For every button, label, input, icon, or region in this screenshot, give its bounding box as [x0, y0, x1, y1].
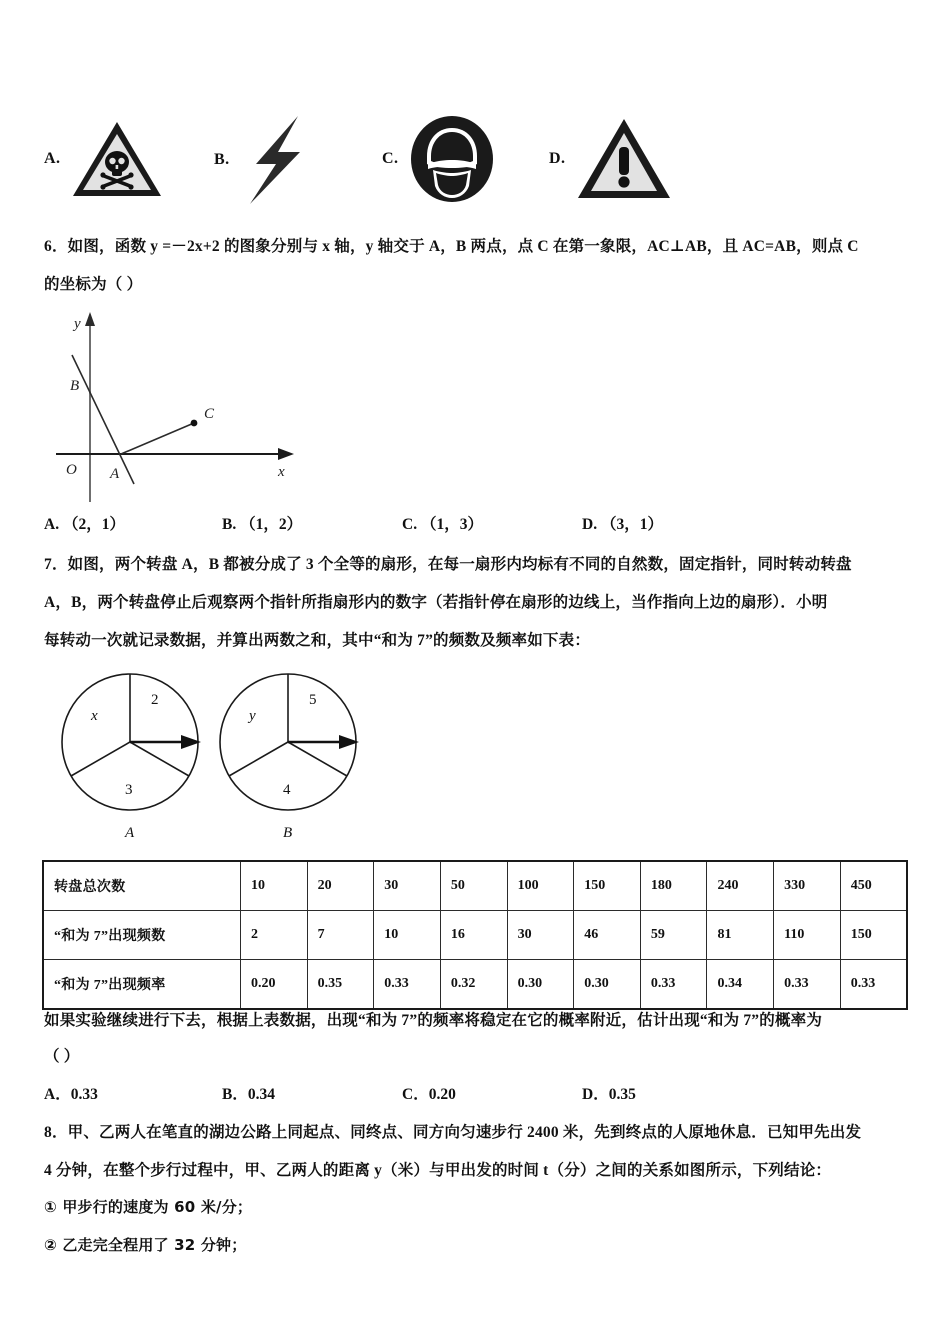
cell: 30 [507, 911, 574, 960]
table-row-frequency-rate [43, 960, 907, 1010]
option-a-letter: A. [44, 150, 61, 167]
cell: 240 [707, 861, 774, 911]
coordinate-plane-figure [46, 306, 316, 506]
q6-option-a[interactable] [44, 512, 222, 534]
origin-label: O [66, 462, 77, 478]
cell: 59 [640, 911, 707, 960]
question7-line2: A，B，两个转盘停止后观察两个指针所指扇形内的数字（若指针停在扇形的边线上，当作指向上边的扇形）．小明 [44, 594, 828, 611]
q6-option-d-letter: D. [582, 516, 598, 533]
q7-option-c-text: 0.20 [428, 1086, 456, 1103]
row-header-frequency-count: “和为 7”出现频数 [43, 911, 241, 960]
svg-text:2: 2 [151, 692, 159, 708]
frequency-data-table [42, 860, 908, 1010]
cell: 450 [840, 861, 907, 911]
q6-option-b-letter: B. [222, 516, 237, 533]
question5-icon-options-row [44, 96, 744, 206]
q7-option-b-letter: B． [222, 1086, 248, 1103]
row-header-total-spins: 转盘总次数 [43, 861, 241, 911]
spinner-b [220, 674, 359, 841]
svg-text:y: y [249, 708, 256, 724]
q6-option-c[interactable] [402, 512, 582, 534]
question6-options [44, 512, 663, 534]
table-row-frequency-count [43, 911, 907, 960]
lightning-bolt-electricity-icon [240, 114, 314, 206]
cell: 150 [574, 861, 641, 911]
svg-text:x: x [91, 708, 98, 724]
q7-option-c-letter: C． [402, 1086, 429, 1103]
cell: 16 [440, 911, 507, 960]
q6-option-d[interactable] [582, 512, 663, 534]
cell: 0.20 [241, 960, 308, 1010]
cell: 20 [307, 861, 374, 911]
q6-option-b-text: （1，2） [240, 516, 303, 533]
option-b-letter: B. [214, 151, 230, 168]
q7-option-a-letter: A． [44, 1086, 71, 1103]
cell: 50 [440, 861, 507, 911]
cell: 110 [774, 911, 841, 960]
question7-after-table-line1: 如果实验继续进行下去，根据上表数据，出现“和为 7”的频率将稳定在它的概率附近，估计出现“和为 7”的概率为 [44, 1012, 823, 1029]
q6-option-c-letter: C. [402, 516, 418, 533]
cell: 330 [774, 861, 841, 911]
cell: 0.35 [307, 960, 374, 1010]
q7-option-a[interactable] [44, 1082, 222, 1104]
q7-option-a-text: 0.33 [70, 1086, 98, 1103]
table-row-total-spins [43, 861, 907, 911]
question7-after-table-line2: （ ） [44, 1048, 80, 1065]
q7-option-b-text: 0.34 [247, 1086, 275, 1103]
cell: 10 [374, 911, 441, 960]
q6-option-a-letter: A. [44, 516, 60, 533]
cell: 81 [707, 911, 774, 960]
cell: 7 [307, 911, 374, 960]
toxic-skull-warning-triangle-icon [71, 118, 163, 200]
cell: 2 [241, 911, 308, 960]
cell: 0.33 [374, 960, 441, 1010]
cell: 0.32 [440, 960, 507, 1010]
cell: 0.33 [774, 960, 841, 1010]
cell: 0.30 [574, 960, 641, 1010]
question7-options [44, 1082, 636, 1104]
row-header-frequency-rate: “和为 7”出现频率 [43, 960, 241, 1010]
cell: 10 [241, 861, 308, 911]
svg-text:4: 4 [283, 782, 291, 798]
cell: 30 [374, 861, 441, 911]
question8-conclusion1: ① 甲步行的速度为 60 米/分； [44, 1198, 253, 1216]
cell: 180 [640, 861, 707, 911]
option-d-letter: D. [549, 150, 566, 167]
spinner-a [62, 674, 201, 841]
hard-hat-helmet-mandatory-icon [409, 114, 495, 204]
exclamation-warning-triangle-icon [576, 116, 672, 202]
q7-option-b[interactable] [222, 1082, 402, 1104]
svg-text:3: 3 [125, 782, 133, 798]
option-d[interactable] [549, 116, 672, 202]
option-c[interactable] [382, 114, 495, 204]
q6-option-a-text: （2，1） [62, 516, 125, 533]
q6-option-c-text: （1，3） [420, 516, 483, 533]
option-b[interactable] [214, 114, 314, 206]
q7-option-c[interactable] [402, 1082, 582, 1104]
q6-option-d-text: （3，1） [600, 516, 663, 533]
axis-y-label: y [74, 316, 81, 332]
cell: 0.34 [707, 960, 774, 1010]
point-a-label: A [110, 466, 120, 482]
question7-line1: 7．如图，两个转盘 A，B 都被分成了 3 个全等的扇形，在每一扇形内均标有不同的自然数，固定指针，同时转动转盘 [44, 556, 852, 573]
q6-option-b[interactable] [222, 512, 402, 534]
question8-line1: 8．甲、乙两人在笔直的湖边公路上同起点、同终点、同方向匀速步行 2400 米，先到终点的人原地休息．已知甲先出发 [44, 1124, 862, 1141]
option-a[interactable] [44, 118, 163, 200]
q7-option-d[interactable] [582, 1082, 636, 1104]
svg-text:5: 5 [309, 692, 317, 708]
option-c-letter: C. [382, 150, 399, 167]
question6-line1: 6．如图，函数 y =－2x+2 的图象分别与 x 轴，y 轴交于 A，B 两点，点 C 在第一象限，AC⊥AB，且 AC=AB，则点 C [44, 238, 859, 255]
point-c-label: C [204, 406, 215, 422]
question8-line2: 4 分钟，在整个步行过程中，甲、乙两人的距离 y（米）与甲出发的时间 t（分）之间的关系如图所示，下列结论： [44, 1162, 832, 1179]
svg-text:B: B [283, 825, 293, 841]
cell: 100 [507, 861, 574, 911]
spinner-figures [55, 662, 405, 847]
point-b-label: B [70, 378, 80, 394]
q7-option-d-letter: D． [582, 1086, 609, 1103]
cell: 0.33 [640, 960, 707, 1010]
question8-conclusion2: ② 乙走完全程用了 32 分钟； [44, 1236, 247, 1254]
cell: 0.30 [507, 960, 574, 1010]
cell: 150 [840, 911, 907, 960]
svg-text:A: A [125, 825, 135, 841]
question6-line2: 的坐标为（ ） [44, 276, 143, 293]
q7-option-d-text: 0.35 [608, 1086, 636, 1103]
cell: 46 [574, 911, 641, 960]
axis-x-label: x [278, 464, 285, 480]
question7-line3: 每转动一次就记录数据，并算出两数之和，其中“和为 7”的频数及频率如下表： [44, 632, 591, 649]
cell: 0.33 [840, 960, 907, 1010]
